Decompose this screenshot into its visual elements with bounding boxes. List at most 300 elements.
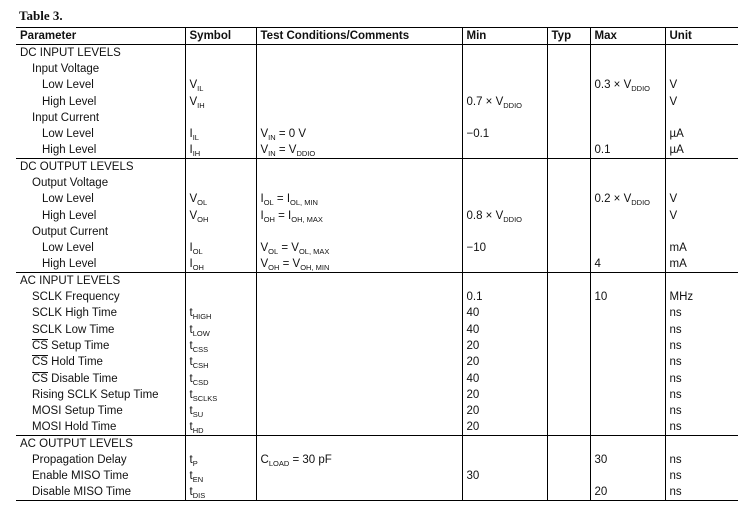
unit: ns bbox=[669, 454, 682, 467]
table-cell bbox=[256, 93, 462, 109]
condition-subscript: DDIO bbox=[296, 149, 316, 159]
table-cell bbox=[185, 61, 256, 77]
table-row bbox=[16, 93, 738, 109]
table-cell bbox=[665, 45, 738, 61]
max-subscript: DDIO bbox=[631, 198, 651, 208]
section-label: DC OUTPUT LEVELS bbox=[16, 159, 185, 175]
symbol: I bbox=[189, 144, 193, 157]
table-cell bbox=[185, 370, 256, 386]
table-cell bbox=[547, 256, 590, 272]
parameter-name: High Level bbox=[42, 258, 97, 271]
table-cell bbox=[256, 110, 462, 126]
symbol: t bbox=[189, 307, 193, 320]
table-cell bbox=[590, 322, 665, 338]
parameter-name: SCLK High Time bbox=[32, 307, 118, 320]
min-subscript: DDIO bbox=[503, 100, 523, 110]
table-cell bbox=[462, 305, 547, 321]
table-cell bbox=[256, 387, 462, 403]
table-row bbox=[16, 240, 738, 256]
table-cell bbox=[16, 305, 185, 321]
table-cell bbox=[185, 126, 256, 142]
table-cell bbox=[590, 77, 665, 93]
table-cell bbox=[462, 436, 547, 452]
table-row bbox=[16, 354, 738, 370]
table-cell bbox=[185, 45, 256, 61]
parameter-name: Disable MISO Time bbox=[32, 486, 132, 499]
symbol: t bbox=[189, 454, 193, 467]
table-cell bbox=[462, 468, 547, 484]
header-max: Max bbox=[590, 28, 665, 45]
unit: ns bbox=[669, 356, 682, 369]
parameter-name: Disable Time bbox=[47, 372, 118, 385]
table-cell bbox=[590, 159, 665, 175]
table-cell bbox=[256, 436, 462, 452]
table-cell bbox=[256, 45, 462, 61]
group-row bbox=[16, 224, 738, 240]
table-cell bbox=[665, 159, 738, 175]
table-cell bbox=[16, 77, 185, 93]
condition-rest: = I bbox=[274, 209, 292, 222]
table-cell bbox=[590, 354, 665, 370]
table-cell bbox=[665, 354, 738, 370]
condition-rest: = V bbox=[275, 144, 297, 157]
symbol-subscript: DIS bbox=[192, 491, 206, 501]
table-cell bbox=[256, 126, 462, 142]
condition-subscript: LOAD bbox=[268, 459, 290, 469]
max-value: 30 bbox=[594, 454, 608, 467]
table-row bbox=[16, 142, 738, 158]
unit: ns bbox=[669, 421, 682, 434]
min-value: 20 bbox=[466, 388, 480, 401]
min-value: 20 bbox=[466, 405, 480, 418]
min-value: 30 bbox=[466, 470, 480, 483]
table-cell bbox=[665, 468, 738, 484]
table-cell bbox=[16, 419, 185, 435]
table-cell bbox=[256, 468, 462, 484]
table-cell bbox=[547, 224, 590, 240]
symbol: t bbox=[189, 470, 193, 483]
min-value: 20 bbox=[466, 339, 480, 352]
table-cell bbox=[16, 468, 185, 484]
table-cell bbox=[547, 110, 590, 126]
table-cell bbox=[590, 273, 665, 289]
symbol-subscript: HD bbox=[192, 426, 204, 436]
symbol: t bbox=[189, 339, 193, 352]
table-cell bbox=[665, 142, 738, 158]
table-cell bbox=[590, 110, 665, 126]
table-cell bbox=[547, 207, 590, 223]
table-cell bbox=[462, 403, 547, 419]
table-cell bbox=[665, 207, 738, 223]
table-cell bbox=[16, 142, 185, 158]
table-row bbox=[16, 256, 738, 272]
table-cell bbox=[665, 240, 738, 256]
table-cell bbox=[185, 419, 256, 435]
table-cell bbox=[547, 93, 590, 109]
table-cell bbox=[462, 452, 547, 468]
header-symbol: Symbol bbox=[185, 28, 256, 45]
table-cell bbox=[547, 419, 590, 435]
table-cell bbox=[547, 370, 590, 386]
symbol: V bbox=[189, 209, 198, 222]
table-cell bbox=[256, 240, 462, 256]
table-cell bbox=[665, 338, 738, 354]
table-cell bbox=[256, 305, 462, 321]
table-cell bbox=[256, 289, 462, 305]
symbol-subscript: OH bbox=[197, 214, 209, 224]
unit: ns bbox=[669, 486, 682, 499]
parameter-name: SCLK Frequency bbox=[32, 291, 120, 304]
header-conditions: Test Conditions/Comments bbox=[256, 28, 462, 45]
table-cell bbox=[462, 207, 547, 223]
group-label: Output Voltage bbox=[32, 177, 109, 190]
section-label: AC OUTPUT LEVELS bbox=[16, 436, 185, 452]
table-cell bbox=[665, 305, 738, 321]
table-row bbox=[16, 322, 738, 338]
table-cell bbox=[665, 289, 738, 305]
table-cell bbox=[462, 273, 547, 289]
table-cell bbox=[665, 191, 738, 207]
condition: V bbox=[260, 128, 269, 141]
condition: V bbox=[260, 144, 269, 157]
symbol-subscript: EN bbox=[192, 475, 204, 485]
table-cell bbox=[590, 45, 665, 61]
table-cell bbox=[547, 338, 590, 354]
table-cell bbox=[547, 387, 590, 403]
parameter-name: Hold Time bbox=[47, 356, 103, 369]
table-cell bbox=[547, 305, 590, 321]
table-cell bbox=[547, 126, 590, 142]
table-cell bbox=[185, 256, 256, 272]
table-cell bbox=[665, 175, 738, 191]
table-cell bbox=[547, 240, 590, 256]
table-cell bbox=[590, 387, 665, 403]
overline-signal: $\overline{CS}$ bbox=[32, 339, 48, 352]
table-cell bbox=[256, 338, 462, 354]
unit: mA bbox=[669, 242, 687, 255]
parameter-name: High Level bbox=[42, 144, 97, 157]
table-cell bbox=[16, 191, 185, 207]
max-value: 0.2 × V bbox=[594, 193, 632, 206]
table-cell bbox=[590, 126, 665, 142]
table-cell bbox=[256, 61, 462, 77]
table-cell bbox=[462, 338, 547, 354]
group-label: Input Voltage bbox=[32, 62, 100, 75]
symbol: I bbox=[189, 258, 193, 271]
table-cell bbox=[256, 354, 462, 370]
table-cell bbox=[185, 175, 256, 191]
table-row bbox=[16, 305, 738, 321]
parameter-name: Enable MISO Time bbox=[32, 470, 129, 483]
symbol-subscript: SCLKS bbox=[192, 393, 218, 403]
condition-rest: = V bbox=[278, 242, 299, 255]
table-row bbox=[16, 370, 738, 386]
table-cell bbox=[462, 485, 547, 501]
table-cell bbox=[547, 45, 590, 61]
symbol-subscript: OL bbox=[197, 198, 208, 208]
min-value: 40 bbox=[466, 372, 480, 385]
symbol-subscript: IH bbox=[192, 149, 201, 159]
table-cell bbox=[665, 256, 738, 272]
table-cell bbox=[16, 207, 185, 223]
symbol: t bbox=[189, 323, 193, 336]
table-row bbox=[16, 468, 738, 484]
condition-rest: = 30 pF bbox=[289, 454, 332, 467]
parameter-name: SCLK Low Time bbox=[32, 323, 115, 336]
table-row bbox=[16, 77, 738, 93]
table-cell bbox=[462, 93, 547, 109]
symbol-subscript: OL bbox=[192, 247, 203, 257]
table-cell bbox=[462, 77, 547, 93]
table-cell bbox=[16, 370, 185, 386]
table-cell bbox=[185, 110, 256, 126]
symbol-subscript: CSH bbox=[192, 361, 209, 371]
condition-subscript: OL, MIN bbox=[290, 198, 318, 208]
max-value: 10 bbox=[594, 291, 608, 304]
table-cell bbox=[16, 240, 185, 256]
table-cell bbox=[547, 77, 590, 93]
table-cell bbox=[256, 142, 462, 158]
table-cell bbox=[665, 61, 738, 77]
unit: ns bbox=[669, 405, 682, 418]
symbol-subscript: CSD bbox=[192, 377, 209, 387]
table-cell bbox=[256, 191, 462, 207]
table-row bbox=[16, 485, 738, 501]
symbol: V bbox=[189, 79, 198, 92]
condition: V bbox=[260, 258, 269, 271]
symbol-subscript: CSS bbox=[192, 344, 209, 354]
table-cell bbox=[462, 419, 547, 435]
table-cell bbox=[665, 403, 738, 419]
parameter-name: Setup Time bbox=[47, 339, 110, 352]
table-cell bbox=[462, 61, 547, 77]
table-cell bbox=[665, 93, 738, 109]
table-cell bbox=[462, 289, 547, 305]
table-cell bbox=[462, 224, 547, 240]
section-label: DC INPUT LEVELS bbox=[20, 46, 121, 59]
parameter-name: High Level bbox=[42, 95, 97, 108]
table-cell bbox=[256, 175, 462, 191]
table-cell bbox=[256, 485, 462, 501]
group-row bbox=[16, 175, 738, 191]
unit: ns bbox=[669, 388, 682, 401]
table-cell bbox=[16, 387, 185, 403]
symbol-subscript: IH bbox=[197, 100, 205, 110]
unit: ns bbox=[669, 470, 682, 483]
table-cell bbox=[665, 273, 738, 289]
symbol-subscript: HIGH bbox=[192, 312, 212, 322]
table-row bbox=[16, 126, 738, 142]
unit: MHz bbox=[669, 291, 694, 304]
section-row bbox=[16, 273, 738, 289]
table-cell bbox=[462, 354, 547, 370]
condition-subscript: IN bbox=[268, 149, 276, 159]
condition: C bbox=[260, 454, 269, 467]
symbol-subscript: SU bbox=[192, 410, 204, 420]
table-cell bbox=[590, 403, 665, 419]
section-row bbox=[16, 159, 738, 175]
table-cell bbox=[590, 240, 665, 256]
symbol: t bbox=[189, 372, 193, 385]
overline-signal: $\overline{CS}$ bbox=[32, 372, 48, 385]
table-cell bbox=[185, 468, 256, 484]
condition: I bbox=[260, 209, 264, 222]
condition-subscript: OH bbox=[268, 263, 280, 273]
table-cell bbox=[665, 370, 738, 386]
symbol: t bbox=[189, 356, 193, 369]
table-cell bbox=[665, 436, 738, 452]
unit: µA bbox=[669, 128, 684, 141]
table-cell bbox=[185, 159, 256, 175]
table-cell bbox=[256, 273, 462, 289]
parameter-name: Propagation Delay bbox=[32, 454, 127, 467]
table-cell bbox=[256, 322, 462, 338]
table-cell bbox=[590, 256, 665, 272]
table-cell bbox=[590, 419, 665, 435]
unit: V bbox=[669, 79, 678, 92]
table-cell bbox=[16, 452, 185, 468]
table-cell bbox=[590, 452, 665, 468]
parameter-name: Low Level bbox=[42, 193, 94, 206]
min-value: 40 bbox=[466, 323, 480, 336]
table-cell bbox=[185, 273, 256, 289]
condition-subscript: OL bbox=[263, 198, 274, 208]
table-cell bbox=[590, 485, 665, 501]
table-cell bbox=[590, 370, 665, 386]
table-cell bbox=[590, 191, 665, 207]
min-value: 0.7 × V bbox=[466, 95, 504, 108]
unit: V bbox=[669, 193, 678, 206]
table-cell bbox=[665, 77, 738, 93]
symbol: V bbox=[189, 95, 198, 108]
condition-rest: = I bbox=[273, 193, 291, 206]
symbol-subscript: LOW bbox=[192, 328, 210, 338]
table-row bbox=[16, 207, 738, 223]
table-cell bbox=[185, 485, 256, 501]
section-label: AC INPUT LEVELS bbox=[16, 273, 185, 289]
symbol: t bbox=[189, 388, 193, 401]
table-cell bbox=[547, 436, 590, 452]
table-cell bbox=[185, 240, 256, 256]
table-cell bbox=[185, 354, 256, 370]
header-parameter: Parameter bbox=[16, 28, 185, 45]
table-cell bbox=[462, 175, 547, 191]
table-cell bbox=[462, 110, 547, 126]
parameter-name: Rising SCLK Setup Time bbox=[32, 388, 159, 401]
table-cell bbox=[590, 468, 665, 484]
max-value: 0.1 bbox=[594, 144, 611, 157]
table-cell bbox=[16, 289, 185, 305]
table-cell bbox=[665, 110, 738, 126]
group-label: Output Current bbox=[32, 225, 109, 238]
table-cell bbox=[185, 387, 256, 403]
table-row bbox=[16, 387, 738, 403]
symbol-subscript: P bbox=[192, 459, 198, 469]
condition-subscript: OL bbox=[268, 247, 279, 257]
condition-subscript: IN bbox=[268, 133, 276, 143]
table-cell bbox=[547, 142, 590, 158]
overline-signal: $\overline{CS}$ bbox=[32, 356, 48, 369]
table-cell bbox=[256, 452, 462, 468]
table-cell bbox=[547, 191, 590, 207]
section-row bbox=[16, 436, 738, 452]
table-cell bbox=[462, 159, 547, 175]
table-cell bbox=[16, 93, 185, 109]
unit: µA bbox=[669, 144, 684, 157]
spec-table bbox=[16, 27, 738, 501]
symbol-subscript: IL bbox=[192, 133, 199, 143]
unit: V bbox=[669, 95, 678, 108]
condition-rest: = V bbox=[279, 258, 301, 271]
parameter-name: High Level bbox=[42, 209, 97, 222]
table-cell bbox=[547, 452, 590, 468]
parameter-name: MOSI Setup Time bbox=[32, 405, 123, 418]
condition-subscript: OH, MAX bbox=[291, 214, 323, 224]
table-row bbox=[16, 452, 738, 468]
table-cell bbox=[590, 224, 665, 240]
table-cell bbox=[256, 256, 462, 272]
condition: V bbox=[260, 242, 269, 255]
table-cell bbox=[665, 387, 738, 403]
parameter-name: Low Level bbox=[42, 79, 94, 92]
condition-subscript: OH, MIN bbox=[300, 263, 330, 273]
min-value: 20 bbox=[466, 421, 480, 434]
symbol: t bbox=[189, 405, 193, 418]
table-cell bbox=[256, 159, 462, 175]
table-row bbox=[16, 419, 738, 435]
table-cell bbox=[185, 224, 256, 240]
table-cell bbox=[185, 322, 256, 338]
table-cell bbox=[185, 207, 256, 223]
max-subscript: DDIO bbox=[631, 84, 651, 94]
table-cell bbox=[462, 256, 547, 272]
unit: V bbox=[669, 209, 678, 222]
symbol: I bbox=[189, 242, 193, 255]
min-value: 40 bbox=[466, 307, 480, 320]
condition-rest: = 0 V bbox=[275, 128, 307, 141]
table-cell bbox=[547, 485, 590, 501]
table-cell bbox=[16, 354, 185, 370]
table-cell bbox=[547, 468, 590, 484]
table-cell bbox=[665, 322, 738, 338]
table-cell bbox=[16, 126, 185, 142]
unit: ns bbox=[669, 307, 682, 320]
section-row bbox=[16, 45, 738, 61]
table-cell bbox=[185, 452, 256, 468]
unit: ns bbox=[669, 323, 682, 336]
min-value: 20 bbox=[466, 356, 480, 369]
symbol: V bbox=[189, 193, 198, 206]
symbol-subscript: OH bbox=[192, 263, 204, 273]
condition-subscript: OL, MAX bbox=[298, 247, 330, 257]
table-cell bbox=[590, 289, 665, 305]
table-cell bbox=[665, 485, 738, 501]
min-value: 0.8 × V bbox=[466, 209, 504, 222]
table-cell bbox=[256, 207, 462, 223]
table-cell bbox=[590, 175, 665, 191]
table-cell bbox=[547, 403, 590, 419]
table-cell bbox=[590, 436, 665, 452]
table-cell bbox=[462, 387, 547, 403]
header-typ: Typ bbox=[547, 28, 590, 45]
table-cell bbox=[256, 370, 462, 386]
table-cell bbox=[462, 142, 547, 158]
parameter-name: Low Level bbox=[42, 242, 94, 255]
table-cell bbox=[665, 126, 738, 142]
table-cell bbox=[16, 403, 185, 419]
table-row bbox=[16, 403, 738, 419]
table-cell bbox=[547, 354, 590, 370]
